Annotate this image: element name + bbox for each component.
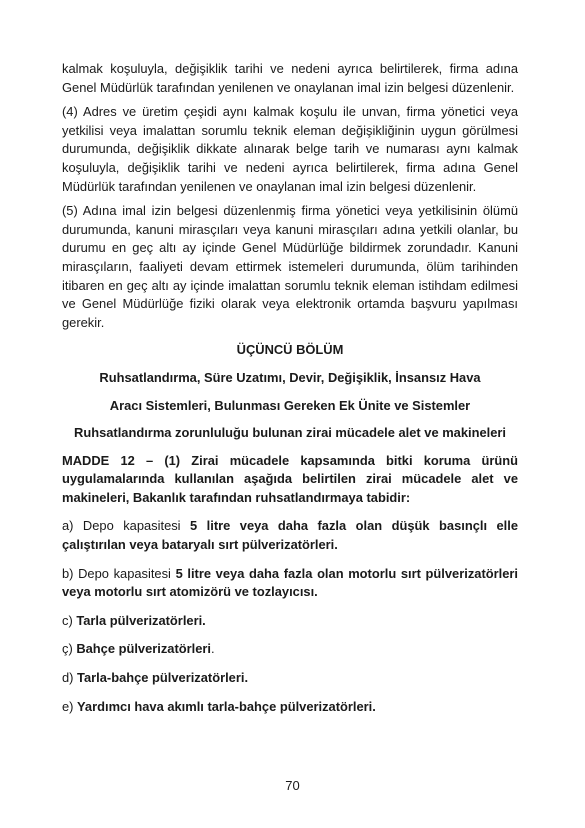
- list-item-b: [62, 565, 518, 602]
- list-item-prefix: e): [62, 698, 78, 714]
- document-page: [62, 60, 518, 716]
- list-item-text: Tarla-bahçe pülverizatörleri.: [77, 670, 249, 686]
- list-item-prefix: a) Depo kapasitesi: [62, 518, 191, 534]
- list-item-text: 5 litre veya daha fazla olan düşük basınçlı elle çalıştırılan veya bataryalı sırt pülverizatörleri.: [62, 518, 518, 553]
- list-item-text: Tarla pülverizatörleri.: [76, 612, 206, 628]
- list-item-prefix: c): [62, 612, 77, 628]
- article-subtitle: Ruhsatlandırma zorunluluğu bulunan zirai mücadele alet ve makineleri: [74, 425, 506, 441]
- list-item-prefix: ç): [62, 641, 77, 657]
- section-title-line-1: Ruhsatlandırma, Süre Uzatımı, Devir, Değişiklik, İnsansız Hava: [99, 369, 481, 385]
- list-item-c-cedilla: [62, 640, 518, 659]
- list-item-a: [62, 517, 518, 554]
- list-item-c: [62, 612, 518, 631]
- section-title-line-2: Aracı Sistemleri, Bulunması Gereken Ek Ünite ve Sistemler: [109, 397, 471, 413]
- article-label: MADDE 12 –: [62, 452, 154, 468]
- list-item-text: 5 litre veya daha fazla olan motorlu sırt pülverizatörleri veya motorlu sırt atomizörü ve tozlayıcısı.: [62, 565, 518, 600]
- list-item-prefix: d): [62, 670, 78, 686]
- page-number: 70: [285, 778, 300, 793]
- paragraph-5: (5) Adına imal izin belgesi düzenlenmiş firma yönetici veya yetkilisinin ölümü durumunda, kanuni mirasçıları veya kanuni mirasçıları adına yetkili olanlar, bu durumu en geç altı ay içinde Genel Müdürlüğe bildirmek zorundadır. Kanuni mirasçıların, faaliyeti devam ettirmek istemeleri durumunda, ölüm tarihinden itibaren en geç altı ay içinde imalattan sorumlu teknik eleman istihdam edilmesi ve Genel Müdürlüğe fiziki olarak veya elektronik ortamda başvuru yapılması gerekir.: [62, 203, 518, 330]
- list-item-prefix: b) Depo kapasitesi: [62, 565, 176, 581]
- list-item-e: [62, 698, 518, 717]
- article-text: (1) Zirai mücadele kapsamında bitki koruma ürünü uygulamalarında kullanılan aşağıda belirtilen zirai mücadele alet ve makineleri, Bakanlık tarafından ruhsatlandırmaya tabidir:: [62, 452, 518, 505]
- paragraph-continuation: kalmak koşuluyla, değişiklik tarihi ve nedeni ayrıca belirtilerek, firma adına Genel Müdürlük tarafından yenilenen ve onaylanan imal izin belgesi düzenlenir.: [62, 61, 518, 95]
- list-item-text: Bahçe pülverizatörleri: [76, 641, 212, 657]
- list-item-d: [62, 669, 518, 688]
- section-heading: ÜÇÜNCÜ BÖLÜM: [236, 342, 344, 358]
- article-12: [62, 452, 518, 508]
- paragraph-4: (4) Adres ve üretim çeşidi aynı kalmak koşulu ile unvan, firma yönetici veya yetkilisi veya imalattan sorumlu teknik eleman değişikliğinin uygun görülmesi durumunda, değişiklik dikkate alınarak belge tarih ve numarası aynı kalmak koşuluyla, değişiklik tarihi ve nedeni ayrıca belirtilerek, firma adına Genel Müdürlük tarafından yenilenen ve onaylanan imal izin belgesi düzenlenir.: [62, 104, 518, 194]
- list-item-suffix: .: [211, 641, 215, 657]
- list-item-text: Yardımcı hava akımlı tarla-bahçe pülverizatörleri.: [77, 698, 376, 714]
